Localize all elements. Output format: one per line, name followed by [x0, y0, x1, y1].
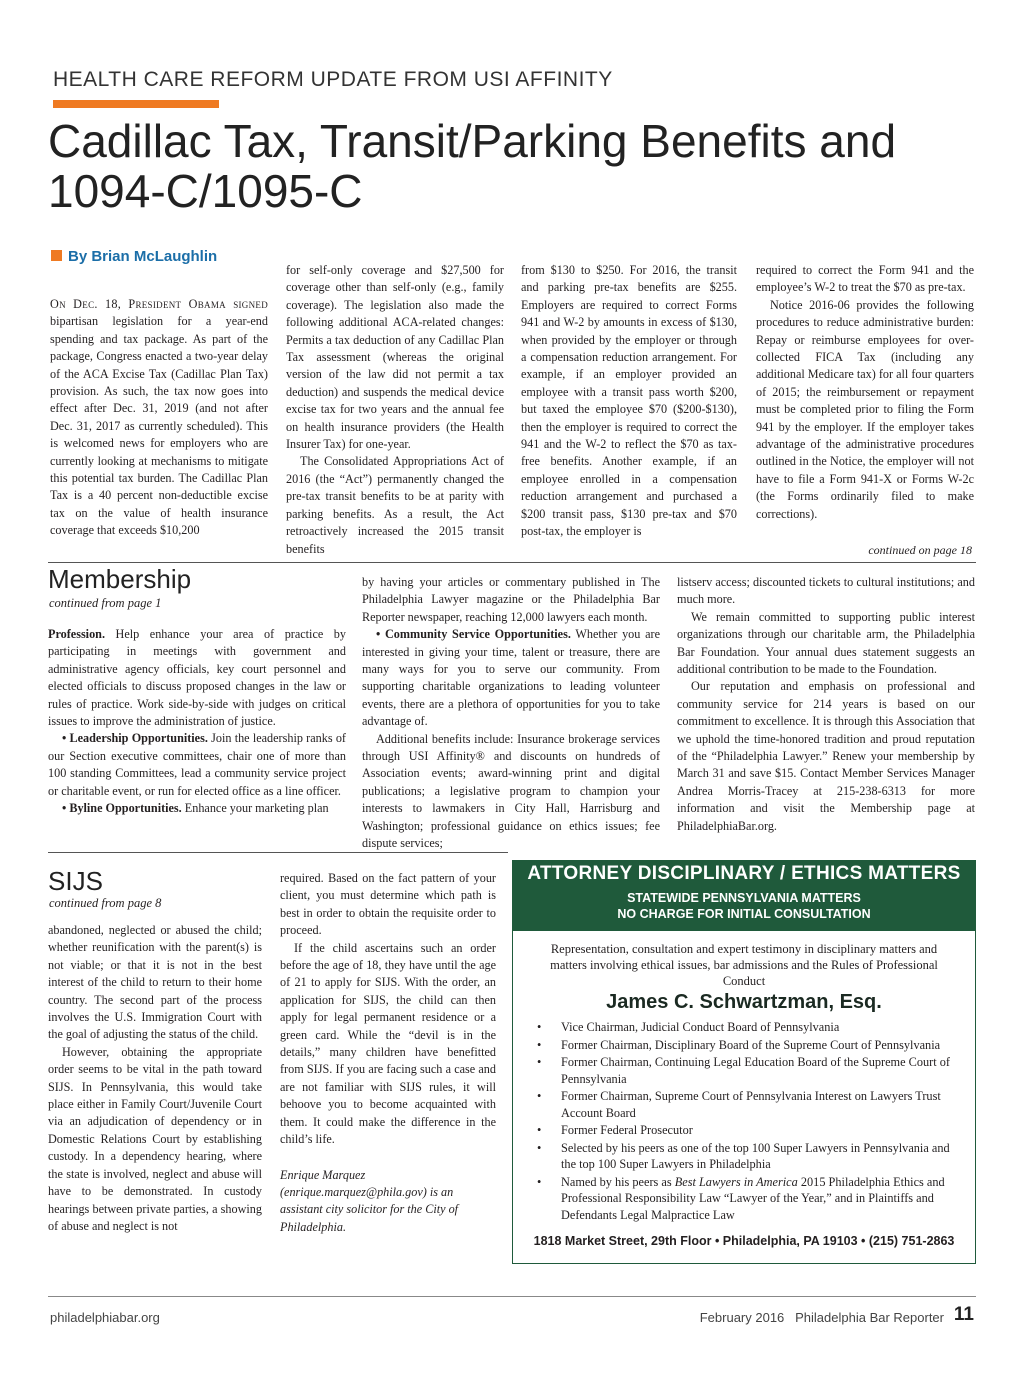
article-column-1 — [50, 296, 268, 540]
membership-column-3 — [677, 574, 975, 835]
membership-paragraph: listserv access; discounted tickets to cultural institutions; and much more. — [677, 575, 975, 607]
accent-bar — [53, 100, 219, 108]
sijs-paragraph: If the child ascertains such an order before the age of 18, they have until the age of 21 to apply for SIJS. With the order, an application for SIJS, the child can then apply for legal permanent residence or a green card. While the “devil is in the details,” many children have benefitted from SIJS. If you are facing such a case and are not familiar with SIJS rules, it will behoove you to become acquainted with them. It could make the difference in the child’s life. — [280, 940, 496, 1147]
list-item: • Former Federal Prosecutor — [537, 1122, 957, 1139]
sijs-title: SIJS — [48, 866, 103, 896]
bold-lead: • Byline Opportunities. — [62, 801, 182, 816]
membership-paragraph: Our reputation and emphasis on professional and community service for 214 years is based on our commitment to excellence. It is through this Association that we uphold the time-honored tradition and proud reputation of the “Philadelphia Lawyer.” Renew your membership by March 31 and save $15. Contact Member Services Manager Andrea Morris-Tracey at 215-238-6313 for more information and visit the Membership page at PhiladelphiaBar.org. — [677, 679, 975, 833]
continued-note: continued on page 18 — [868, 543, 972, 557]
sijs-paragraph: required. Based on the fact pattern of your client, you must determine which path is best in order to obtain the requisite order to proceed. — [280, 871, 496, 938]
ad-subhead: NO CHARGE FOR INITIAL CONSULTATION — [617, 907, 871, 921]
ad-subhead: STATEWIDE PENNSYLVANIA MATTERS — [627, 891, 861, 905]
article-text: bipartisan legislation for a year-end spending and tax package. As part of the package, Congress enacted a two-year delay of the ACA Excise Tax (Cadillac Plan Tax) provision. As such, the tax now goes into effect after Dec. 31, 2019 (and not after Dec. 31, 2017 as currently scheduled). This is welcomed news for employers who are currently looking at mechanisms to mitigate this potential tax burden. The Cadillac Plan Tax is a 40 percent non-deductible excise tax on the value of health insurance coverage that exceeds $10,200 — [50, 314, 268, 538]
bold-lead: Profession. — [48, 627, 105, 641]
membership-title: Membership — [48, 564, 192, 594]
ad-credentials-list — [537, 1019, 957, 1224]
sijs-column-1 — [48, 922, 262, 1235]
list-item: • Former Chairman, Supreme Court of Pennsylvania Interest on Lawyers Trust Account Board — [537, 1088, 957, 1121]
attorney-ad — [512, 860, 976, 1264]
membership-column-1 — [48, 626, 346, 817]
list-item-text: Named by his peers as — [561, 1174, 675, 1189]
byline — [51, 248, 217, 265]
byline-text: By Brian McLaughlin — [68, 248, 218, 265]
bold-lead: • Community Service Opportunities. — [376, 627, 571, 642]
lead-in: On Dec. 18, President Obama signed — [50, 297, 268, 311]
divider — [48, 852, 508, 853]
list-item: • Selected by his peers as one of the top 100 Super Lawyers in Pennsylvania and the top 100 Super Lawyers in Philadelphia — [537, 1140, 957, 1173]
list-item-emphasis: Best Lawyers in America — [674, 1174, 798, 1189]
footer-rule — [48, 1296, 976, 1297]
membership-text: Help enhance your area of practice by participating in meetings with government and administrative agency officials, key court personnel and elected officials to discuss proposed changes in the law or rules of practice. Work side-by-side with judges on critical issues to improve the administration of justice. — [48, 627, 346, 729]
article-paragraph: required to correct the Form 941 and the employee’s W-2 to treat the $70 as pre-tax. — [756, 263, 974, 295]
divider — [48, 562, 976, 563]
article-headline: Cadillac Tax, Transit/Parking Benefits and 1094-C/1095-C — [48, 115, 897, 217]
article-paragraph: from $130 to $250. For 2016, the transit and parking pre-tax benefits are $255. Employers are required to correct Forms 941 and W-2 by amounts in excess of $130, when provided by the employer or through a compensation reduction arrangement. For example, if an employer provided an employee with a transit pass worth $200, but taxed the employee $70 ($200-$130), then the employer is required to correct the 941 and the W-2 to reflect the $70 as tax-free benefits. Another example, if an employee enrolled in a compensation reduction arrangement and purchased a $200 transit pass, $130 pre-tax and $70 post-tax, the employer is — [521, 263, 737, 539]
membership-text: Join the leadership ranks of our Section executive committees, chair one of more than 100 standing Committees, lead a community service project or charitable event, or run for elected office as a line officer. — [48, 731, 346, 798]
membership-continued: continued from page 1 — [49, 596, 162, 610]
byline-square-icon — [51, 250, 62, 261]
list-item-text: 2015 Philadelphia Ethics and Professional Responsibility Law “Lawyer of the Year,” and in Plaintiffs and Defendants Legal Malpractice Law — [561, 1174, 945, 1222]
list-item — [537, 1174, 957, 1224]
ad-intro: Representation, consultation and expert testimony in disciplinary matters and matters involving ethical issues, bar admissions and the Rules of Professional Conduct — [550, 942, 938, 988]
sijs-paragraph: However, obtaining the appropriate order seems to be vital in the path toward SIJS. In Pennsylvania, this would take place either in Family Court/Juvenile Court via an adjudication of dependency or in Domestic Relations Court by establishing custody. In a dependency hearing, where the state is involved, neglect and abuse will have to be demonstrated. In custody hearings between private parties, a showing of abuse and neglect is not — [48, 1044, 262, 1233]
bold-lead: • Leadership Opportunities. — [62, 731, 208, 746]
article-paragraph: The Consolidated Appropriations Act of 2016 (the “Act”) permanently changed the pre-tax transit benefits to be at parity with parking benefits. As a result, the Act retroactively increased the 2015 transit benefits — [286, 454, 504, 556]
sijs-column-2 — [280, 870, 496, 1236]
page-number: 11 — [953, 1304, 974, 1325]
article-column-3 — [521, 262, 737, 541]
article-column-2 — [286, 262, 504, 558]
article-paragraph: for self-only coverage and $27,500 for coverage other than self-only (e.g., family coverage). The legislation also made the following additional ACA-related changes: Permits a tax deduction of any Cadillac Plan Tax assessment (whereas the original version of the law did not permit a tax deduction) and suspends the medical device excise tax for two years and the annual fee on health insurance providers (the Health Insurer Tax) for one-year. — [286, 263, 504, 452]
list-item: • Vice Chairman, Judicial Conduct Board of Pennsylvania — [537, 1019, 957, 1036]
footer-website-link[interactable]: philadelphiabar.org — [50, 1310, 160, 1325]
membership-paragraph: Additional benefits include: Insurance brokerage services through USI Affinity® and discounts on hundreds of Association events; award-winning print and digital publications; a legislative program to champion your interests to lawmakers in City Hall, Harrisburg and Washington; professional guidance on ethics issues; fee dispute services; — [362, 731, 660, 851]
ad-header — [513, 861, 975, 931]
ad-headline: ATTORNEY DISCIPLINARY / ETHICS MATTERS — [527, 863, 961, 884]
section-kicker: HEALTH CARE REFORM UPDATE FROM USI AFFINITY — [53, 68, 613, 91]
list-item: • Former Chairman, Continuing Legal Education Board of the Supreme Court of Pennsylvania — [537, 1054, 957, 1087]
ad-attorney-name: James C. Schwartzman, Esq. — [606, 991, 882, 1013]
membership-paragraph: by having your articles or commentary published in The Philadelphia Lawyer magazine or the Philadelphia Bar Reporter newspaper, reaching 12,000 lawyers each month. — [362, 575, 660, 624]
article-paragraph: Notice 2016-06 provides the following procedures to reduce administrative burden: Repay or reimburse employees for over-collected FICA Tax (including any additional Medicare tax) for all four quarters of 2015; the reimbursement or repayment must be completed prior to filing the Form 941 by the employer. If the employer takes advantage of the administrative procedures outlined in the Notice, the employer will not have to file a Form 941-X or Forms W-2c (the Forms ordinarily filed to make corrections). — [756, 297, 974, 521]
ad-address: 1818 Market Street, 29th Floor • Philadelphia, PA 19103 • (215) 751-2863 — [533, 1234, 955, 1248]
membership-text: Enhance your marketing plan — [181, 801, 329, 816]
author-note: Enrique Marquez (enrique.marquez@phila.gov) is an assistant city solicitor for the City of Philadelphia. — [280, 1167, 459, 1234]
membership-column-2 — [362, 574, 660, 853]
sijs-paragraph: abandoned, neglected or abused the child; whether reunification with the parent(s) is not viable; or that it is not in the best interest of the child to return to their home country. The second part of the process involves the U.S. Immigration Court with the goal of adjusting the status of the child. — [48, 923, 262, 1042]
membership-text: Whether you are interested in giving your time, talent or treasure, there are many ways for you to serve our community. From supporting charitable organizations to leading volunteer events, there are a plethora of opportunities for you to take advantage of. — [362, 627, 660, 729]
footer-issue: February 2016 Philadelphia Bar Reporter — [699, 1310, 944, 1325]
membership-paragraph: We remain committed to supporting public interest organizations through our charitable arm, the Philadelphia Bar Foundation. Your annual dues statement suggests an additional contribution to be made to the Foundation. — [677, 609, 975, 677]
article-column-4 — [756, 262, 974, 523]
sijs-continued: continued from page 8 — [49, 896, 162, 910]
list-item: • Former Chairman, Disciplinary Board of the Supreme Court of Pennsylvania — [537, 1037, 957, 1054]
